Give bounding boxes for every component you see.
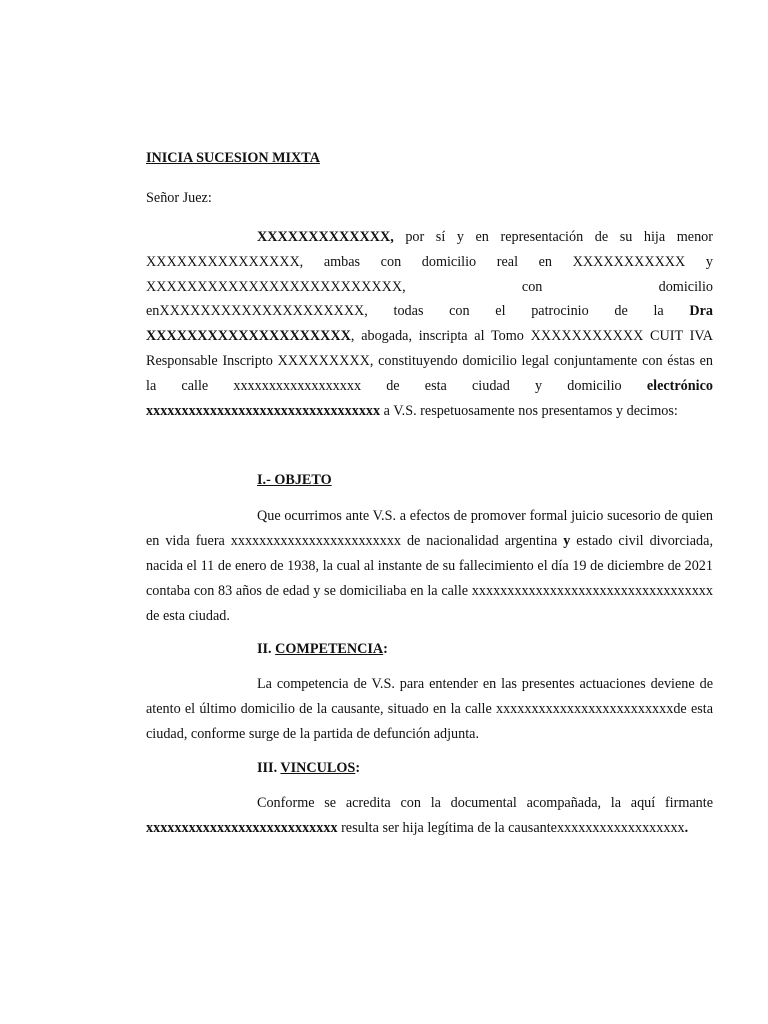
intro-paragraph [146,225,713,423]
section-heading-competencia [146,637,713,662]
document-title: INICIA SUCESION MIXTA [146,150,320,166]
section-heading-objeto [146,468,713,493]
objeto-text-1: Que ocurrimos ante V.S. a efectos de promover formal juicio sucesorio de quien en vida fuera xxxxxxxxxxxxxxxxxxxxxxxx de nacionalidad argentina [146,508,713,550]
competencia-label: COMPETENCIA [275,641,384,658]
vinculos-paragraph [146,791,713,841]
section-heading-vinculos [146,756,713,781]
objeto-text-2: estado civil divorciada, nacida el 11 de enero de 1938, la cual al instante de su fallecimiento el día 19 de diciembre de 2021 contaba con 83 años de edad y se domiciliaba en la calle xxxxxxxxxxxxxxxxxxxxxxxxxxxxxxxxxx de esta ciudad. [146,533,713,624]
objeto-paragraph [146,504,713,628]
vinculos-text-1: Conforme se acredita con la documental acompañada, la aquí firmante [257,794,713,811]
section-heading-objeto-text: I.- OBJETO [257,472,332,489]
salutation: Señor Juez: [146,190,212,206]
vinculos-label: VINCULOS [280,759,356,776]
competencia-colon: : [383,641,388,658]
intro-text-3: a V.S. respetuosamente nos presentamos y decimos: [380,402,678,419]
vinculos-number: III. [257,759,281,776]
competencia-paragraph: La competencia de V.S. para entender en las presentes actuaciones deviene de atento el último domicilio de la causante, situado en la calle xxxxxxxxxxxxxxxxxxxxxxxxxde esta ciudad, conforme surge de la partida de defunción adjunta. [146,676,713,742]
intro-text-1: por sí y en representación de su hija menor XXXXXXXXXXXXXXX, ambas con domicilio real en XXXXXXXXXXX y XXXXXXXXXXXXXXXXXXXXXXXXX, con domicilio enXXXXXXXXXXXXXXXXXXXX, todas con el patrocinio de la [146,229,713,320]
vinculos-end-period: . [684,819,689,836]
electronic-domicile: electrónico xxxxxxxxxxxxxxxxxxxxxxxxxxxxxxxxx [146,377,713,419]
vinculos-text-2: resulta ser hija legítima de la causantexxxxxxxxxxxxxxxxxx [337,819,685,836]
vinculos-colon: : [355,759,361,776]
objeto-bold-y: y [563,533,571,550]
document-page [146,146,713,840]
intro-text-2: , abogada, inscripta al Tomo XXXXXXXXXXX CUIT IVA Responsable Inscripto XXXXXXXXX, constituyendo domicilio legal conjuntamente con éstas en la calle xxxxxxxxxxxxxxxxxx de esta ciudad y domicilio [146,328,713,394]
competencia-number: II. [257,641,276,658]
lawyer-name: Dra XXXXXXXXXXXXXXXXXXXX [146,303,713,345]
vinculos-bold-name: xxxxxxxxxxxxxxxxxxxxxxxxxxx [146,819,338,836]
applicant-name: XXXXXXXXXXXXX, [257,229,394,245]
